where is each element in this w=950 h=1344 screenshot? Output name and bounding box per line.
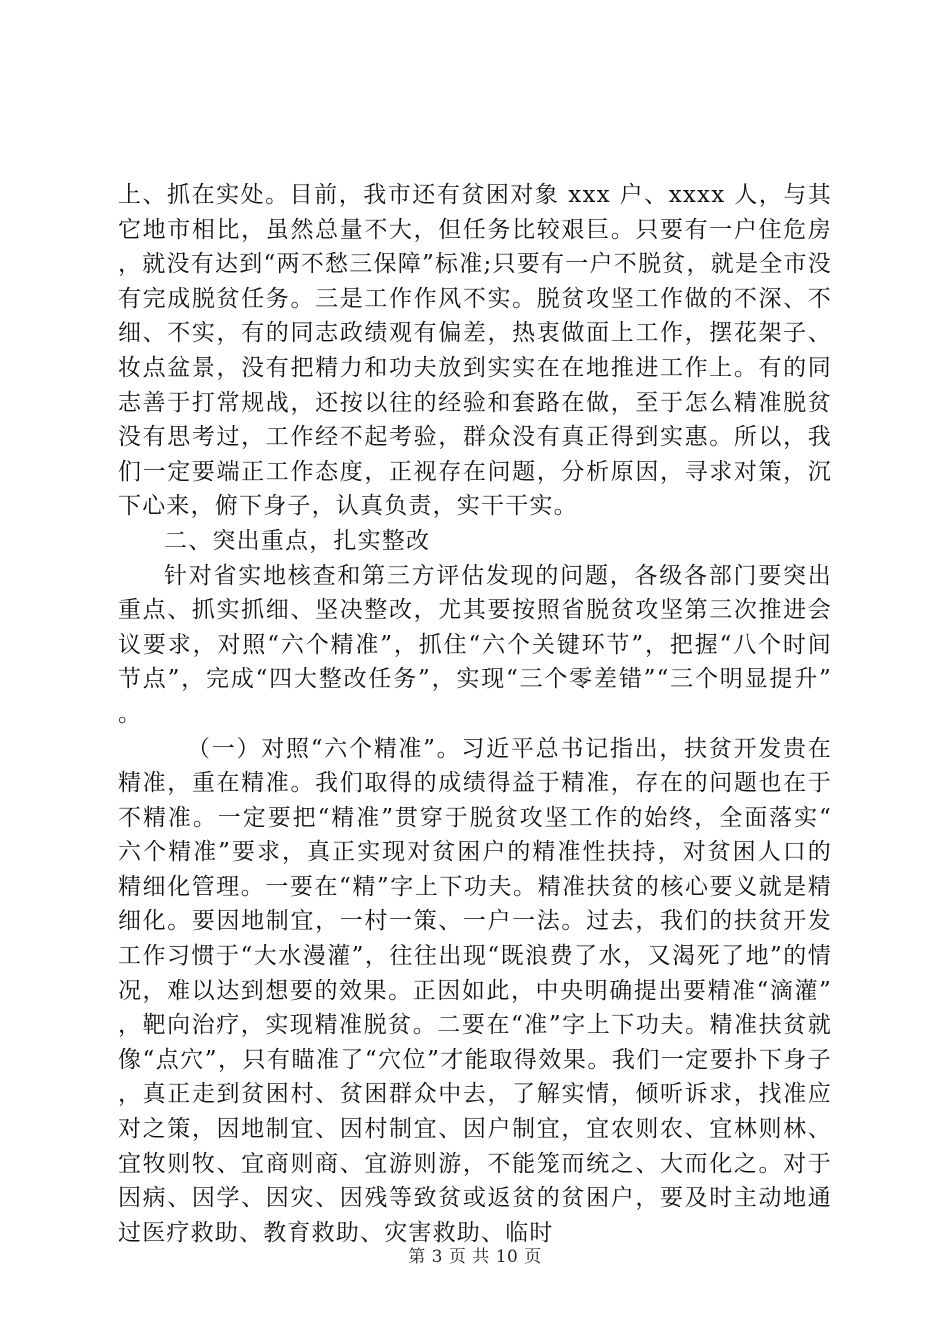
- document-body: [118, 178, 832, 1250]
- paragraph-3: （一）对照“六个精准”。习近平总书记指出，扶贫开发贵在精准，重在精准。我们取得的成绩得益于精准，存在的问题也在于不精准。一定要把“精准”贯穿于脱贫攻坚工作的始终，全面落实“六个精准”要求，真正实现对贫困户的精准性扶持，对贫困人口的精细化管理。一要在“精”字上下功夫。精准扶贫的核心要义就是精细化。要因地制宜，一村一策、一户一法。过去，我们的扶贫开发工作习惯于“大水漫灌”，往往出现“既浪费了水，又渴死了地”的情况，难以达到想要的效果。正因如此，中央明确提出要精准“滴灌”，靶向治疗，实现精准脱贫。二要在“准”字上下功夫。精准扶贫就像“点穴”，只有瞄准了“穴位”才能取得效果。我们一定要扑下身子，真正走到贫困村、贫困群众中去，了解实情，倾听诉求，找准应对之策，因地制宜、因村制宜、因户制宜，宜农则农、宜林则林、宜牧则牧、宜商则商、宜游则游，不能笼而统之、大而化之。对于因病、因学、因灾、因残等致贫或返贫的贫困户，要及时主动地通过医疗救助、教育救助、灾害救助、临时: [118, 735, 832, 1246]
- paragraph-2: 针对省实地核查和第三方评估发现的问题，各级各部门要突出重点、抓实抓细、坚决整改，尤其要按照省脱贫攻坚第三次推进会议要求，对照“六个精准”，抓住“六个关键环节”，把握“八个时间节点”，完成“四大整改任务”，实现“三个零差错”“三个明显提升”。: [118, 562, 832, 727]
- paragraph-1: 上、抓在实处。目前，我市还有贫困对象 xxx 户、xxxx 人，与其它地市相比，虽然总量不大，但任务比较艰巨。只要有一户住危房，就没有达到“两不愁三保障”标准;只要有一户不脱贫，就是全市没有完成脱贫任务。三是工作作风不实。脱贫攻坚工作做的不深、不细、不实，有的同志政绩观有偏差，热衷做面上工作，摆花架子、妆点盆景，没有把精力和功夫放到实实在在地推进工作上。有的同志善于打常规战，还按以往的经验和套路在做，至于怎么精准脱贫没有思考过，工作经不起考验，群众没有真正得到实惠。所以，我们一定要端正工作态度，正视存在问题，分析原因，寻求对策，沉下心来，俯下身子，认真负责，实干干实。: [118, 182, 832, 520]
- page-footer: 第 3 页 共 10 页: [408, 1247, 542, 1267]
- section-heading: 二、突出重点，扎实整改: [164, 527, 431, 554]
